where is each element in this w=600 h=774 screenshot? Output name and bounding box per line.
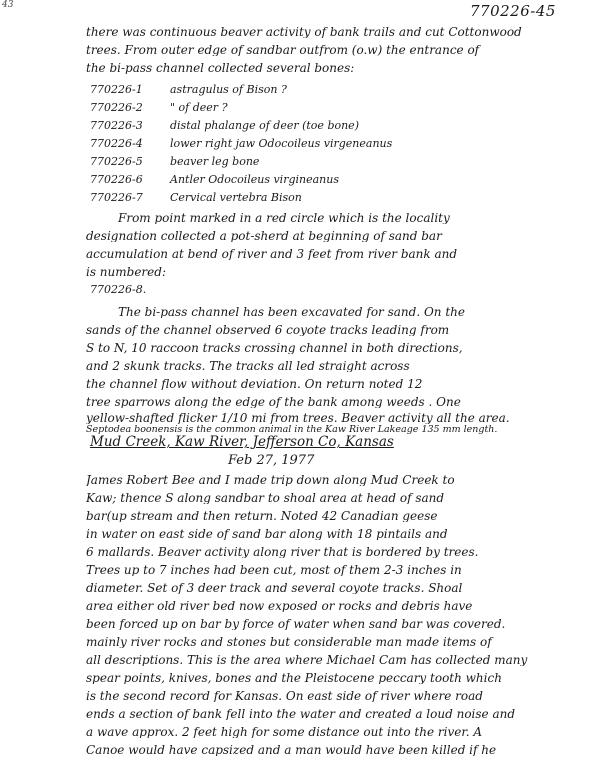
corner-mark: 43 [2, 0, 14, 10]
intro-line: trees. From outer edge of sandbar outfrom (o.w) the entrance of [86, 44, 480, 56]
bypass-line: Septodea boonensis is the common animal in the Kaw River Lakeage 135 mm length. [86, 424, 498, 435]
specimen-entry [90, 102, 227, 114]
specimen-number: 770226-4 [90, 137, 143, 150]
bypass-line: the channel flow without deviation. On return noted 12 [86, 378, 423, 390]
bypass-line: sands of the channel observed 6 coyote tracks leading from [86, 324, 450, 336]
bypass-line: and 2 skunk tracks. The tracks all led straight across [86, 360, 410, 372]
body-line: spear points, knives, bones and the Pleistocene peccary tooth which [86, 672, 502, 684]
body-line: mainly river rocks and stones but considerable man made items of [86, 636, 492, 648]
body-line: Trees up to 7 inches had been cut, most of them 2-3 inches in [86, 564, 462, 576]
specimen-entry [90, 84, 287, 96]
specimen-number: 770226-6 [90, 173, 143, 186]
specimen-entry [90, 174, 339, 186]
specimen-description: astragulus of Bison ? [170, 83, 287, 96]
location-heading: Mud Creek, Kaw River, Jefferson Co, Kansas [90, 434, 394, 450]
specimen-description: distal phalange of deer (toe bone) [170, 119, 359, 132]
specimen-entry [90, 192, 302, 204]
specimen-number: 770226-3 [90, 119, 143, 132]
body-line: is the second record for Kansas. On east side of river where road [86, 690, 483, 702]
point-line: accumulation at bend of river and 3 feet from river bank and [86, 248, 458, 260]
intro-line: there was continuous beaver activity of bank trails and cut Cottonwood [86, 26, 522, 38]
specimen-description: lower right jaw Odocoileus virgeneanus [170, 137, 393, 150]
body-line: James Robert Bee and I made trip down along Mud Creek to [86, 474, 455, 486]
body-line: Kaw; thence S along sandbar to shoal area at head of sand [86, 492, 445, 504]
point-number: 770226-8. [90, 283, 147, 296]
body-line: in water on east side of sand bar along with 18 pintails and [86, 528, 448, 540]
body-line: Canoe would have capsized and a man would have been killed if he [86, 744, 497, 756]
specimen-entry [90, 120, 359, 132]
entry-heading [90, 434, 394, 450]
specimen-number: 770226-7 [90, 191, 143, 204]
body-line: been forced up on bar by force of water when sand bar was covered. [86, 618, 506, 630]
point-line: is numbered: [86, 266, 166, 278]
specimen-number: 770226-5 [90, 155, 143, 168]
specimen-description: Antler Odocoileus virgineanus [170, 173, 339, 186]
specimen-entry [90, 138, 392, 150]
bypass-line: S to N, 10 raccoon tracks crossing channel in both directions, [86, 342, 463, 354]
point-line: designation collected a pot-sherd at beginning of sand bar [86, 230, 442, 242]
specimen-entry [90, 156, 259, 168]
page-id: 770226-45 [470, 2, 556, 20]
bypass-line: The bi-pass channel has been excavated for sand. On the [118, 306, 465, 318]
body-line: a wave approx. 2 feet high for some distance out into the river. A [86, 726, 483, 738]
body-line: all descriptions. This is the area where Michael Cam has collected many [86, 654, 528, 666]
bypass-line: tree sparrows along the edge of the bank among weeds . One [86, 396, 461, 408]
intro-line: the bi-pass channel collected several bones: [86, 62, 355, 74]
specimen-description: " of deer ? [170, 101, 228, 114]
body-line: diameter. Set of 3 deer track and several coyote tracks. Shoal [86, 582, 463, 594]
specimen-number: 770226-2 [90, 101, 143, 114]
entry-date: Feb 27, 1977 [228, 453, 315, 468]
point-line: From point marked in a red circle which is the locality [118, 212, 450, 224]
specimen-description: Cervical vertebra Bison [170, 191, 302, 204]
body-line: bar(up stream and then return. Noted 42 Canadian geese [86, 510, 438, 522]
body-line: 6 mallards. Beaver activity along river that is bordered by trees. [86, 546, 479, 558]
body-line: area either old river bed now exposed or rocks and debris have [86, 600, 473, 612]
body-line: ends a section of bank fell into the water and created a loud noise and [86, 708, 516, 720]
specimen-number: 770226-1 [90, 83, 143, 96]
bypass-line: yellow-shafted flicker 1/10 mi from trees. Beaver activity all the area. [86, 412, 510, 424]
specimen-description: beaver leg bone [170, 155, 260, 168]
